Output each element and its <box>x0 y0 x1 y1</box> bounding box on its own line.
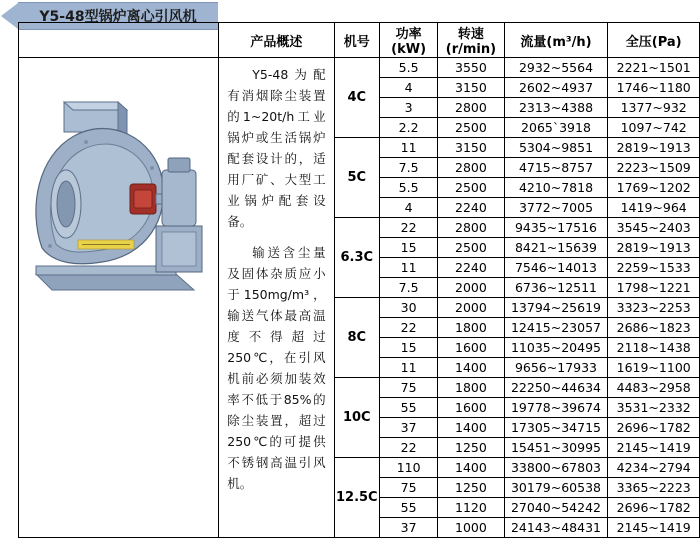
speed-cell: 1600 <box>438 398 504 418</box>
centrifugal-fan-illustration <box>20 58 218 308</box>
pressure-cell: 2118~1438 <box>608 338 700 358</box>
flow-cell: 3772~7005 <box>504 198 608 218</box>
model-cell: 6.3C <box>334 218 379 298</box>
description-paragraph: 输送含尘量及固体杂质应小于150mg/m³，输送气体最高温度不得超过250℃，在引风机前必须加装效率不低于85%的除尘装置，超过250℃的可提供不锈钢高温引风机。 <box>227 245 326 491</box>
pressure-cell: 1377~932 <box>608 98 700 118</box>
power-cell: 22 <box>380 438 438 458</box>
model-cell: 12.5C <box>334 458 379 538</box>
flow-cell: 24143~48431 <box>504 518 608 538</box>
pressure-cell: 3531~2332 <box>608 398 700 418</box>
pressure-cell: 2696~1782 <box>608 498 700 518</box>
flow-cell: 11035~20495 <box>504 338 608 358</box>
pressure-cell: 1746~1180 <box>608 78 700 98</box>
flow-cell: 27040~54242 <box>504 498 608 518</box>
speed-cell: 1800 <box>438 318 504 338</box>
flow-cell: 17305~34715 <box>504 418 608 438</box>
pressure-cell: 1769~1202 <box>608 178 700 198</box>
power-cell: 2.2 <box>380 118 438 138</box>
power-cell: 75 <box>380 378 438 398</box>
speed-cell: 1120 <box>438 498 504 518</box>
speed-cell: 1800 <box>438 378 504 398</box>
power-cell: 55 <box>380 498 438 518</box>
speed-cell: 1400 <box>438 458 504 478</box>
model-cell: 10C <box>334 378 379 458</box>
table-row <box>19 58 700 78</box>
product-description-text <box>227 64 325 494</box>
flow-cell: 2932~5564 <box>504 58 608 78</box>
power-cell: 4 <box>380 78 438 98</box>
pressure-cell: 2145~1419 <box>608 438 700 458</box>
speed-cell: 3150 <box>438 138 504 158</box>
flow-cell: 2602~4937 <box>504 78 608 98</box>
power-cell: 7.5 <box>380 158 438 178</box>
speed-cell: 2800 <box>438 158 504 178</box>
flow-cell: 15451~30995 <box>504 438 608 458</box>
column-header-model: 机号 <box>334 23 379 58</box>
flow-cell: 2313~4388 <box>504 98 608 118</box>
pressure-cell: 1097~742 <box>608 118 700 138</box>
pressure-cell: 3545~2403 <box>608 218 700 238</box>
power-cell: 30 <box>380 298 438 318</box>
table-header-row <box>19 23 700 58</box>
power-cell: 7.5 <box>380 278 438 298</box>
pressure-cell: 4234~2794 <box>608 458 700 478</box>
speed-cell: 2500 <box>438 238 504 258</box>
speed-cell: 2000 <box>438 298 504 318</box>
flow-cell: 9435~17516 <box>504 218 608 238</box>
model-cell: 5C <box>334 138 379 218</box>
speed-cell: 3550 <box>438 58 504 78</box>
speed-cell: 1600 <box>438 338 504 358</box>
power-cell: 37 <box>380 418 438 438</box>
speed-cell: 1400 <box>438 418 504 438</box>
speed-cell: 1400 <box>438 358 504 378</box>
flow-cell: 30179~60538 <box>504 478 608 498</box>
speed-cell: 3150 <box>438 78 504 98</box>
pressure-cell: 3323~2253 <box>608 298 700 318</box>
speed-cell: 2500 <box>438 178 504 198</box>
pressure-cell: 4483~2958 <box>608 378 700 398</box>
speed-cell: 2240 <box>438 258 504 278</box>
flow-cell: 6736~12511 <box>504 278 608 298</box>
speed-cell: 2000 <box>438 278 504 298</box>
column-header-speed: 转速(r/min) <box>438 23 504 58</box>
flow-cell: 5304~9851 <box>504 138 608 158</box>
pressure-cell: 2686~1823 <box>608 318 700 338</box>
pressure-cell: 1798~1221 <box>608 278 700 298</box>
column-header-power: 功率(kW) <box>380 23 438 58</box>
page-title: Y5-48型锅炉离心引风机 <box>39 9 197 25</box>
flow-cell: 19778~39674 <box>504 398 608 418</box>
model-cell: 4C <box>334 58 379 138</box>
flow-cell: 33800~67803 <box>504 458 608 478</box>
pressure-cell: 1619~1100 <box>608 358 700 378</box>
power-cell: 37 <box>380 518 438 538</box>
flow-cell: 13794~25619 <box>504 298 608 318</box>
pressure-cell: 2223~1509 <box>608 158 700 178</box>
power-cell: 15 <box>380 238 438 258</box>
speed-cell: 2500 <box>438 118 504 138</box>
flow-cell: 2065`3918 <box>504 118 608 138</box>
power-cell: 11 <box>380 138 438 158</box>
table-body <box>19 58 700 538</box>
product-image-cell <box>19 58 219 538</box>
fan-image-wrapper <box>19 58 218 537</box>
power-cell: 11 <box>380 358 438 378</box>
speed-cell: 2240 <box>438 198 504 218</box>
power-cell: 55 <box>380 398 438 418</box>
pressure-cell: 1419~964 <box>608 198 700 218</box>
flow-cell: 8421~15639 <box>504 238 608 258</box>
power-cell: 11 <box>380 258 438 278</box>
header-spacer-image <box>19 23 219 58</box>
power-cell: 22 <box>380 318 438 338</box>
pressure-cell: 2819~1913 <box>608 138 700 158</box>
pressure-cell: 3365~2223 <box>608 478 700 498</box>
model-cell: 8C <box>334 298 379 378</box>
description-paragraph: Y5-48为配有消烟除尘装置的1~20t/h工业锅炉或生活锅炉配套设计的，适用厂矿、大型工业锅炉配套设备。 <box>227 67 326 229</box>
column-header-pressure: 全压(Pa) <box>608 23 700 58</box>
speed-cell: 2800 <box>438 218 504 238</box>
power-cell: 3 <box>380 98 438 118</box>
flow-cell: 9656~17933 <box>504 358 608 378</box>
flow-cell: 4210~7818 <box>504 178 608 198</box>
pressure-cell: 2696~1782 <box>608 418 700 438</box>
speed-cell: 2800 <box>438 98 504 118</box>
speed-cell: 1250 <box>438 438 504 458</box>
column-header-flow: 流量(m³/h) <box>504 23 608 58</box>
power-cell: 5.5 <box>380 58 438 78</box>
power-cell: 22 <box>380 218 438 238</box>
flow-cell: 22250~44634 <box>504 378 608 398</box>
power-cell: 5.5 <box>380 178 438 198</box>
pressure-cell: 2259~1533 <box>608 258 700 278</box>
speed-cell: 1250 <box>438 478 504 498</box>
power-cell: 75 <box>380 478 438 498</box>
power-cell: 4 <box>380 198 438 218</box>
pressure-cell: 2221~1501 <box>608 58 700 78</box>
pressure-cell: 2819~1913 <box>608 238 700 258</box>
pressure-cell: 2145~1419 <box>608 518 700 538</box>
product-description-cell <box>219 58 334 538</box>
column-header-desc: 产品概述 <box>219 23 334 58</box>
power-cell: 110 <box>380 458 438 478</box>
flow-cell: 7546~14013 <box>504 258 608 278</box>
flow-cell: 4715~8757 <box>504 158 608 178</box>
specification-table <box>18 22 700 538</box>
speed-cell: 1000 <box>438 518 504 538</box>
flow-cell: 12415~23057 <box>504 318 608 338</box>
power-cell: 15 <box>380 338 438 358</box>
